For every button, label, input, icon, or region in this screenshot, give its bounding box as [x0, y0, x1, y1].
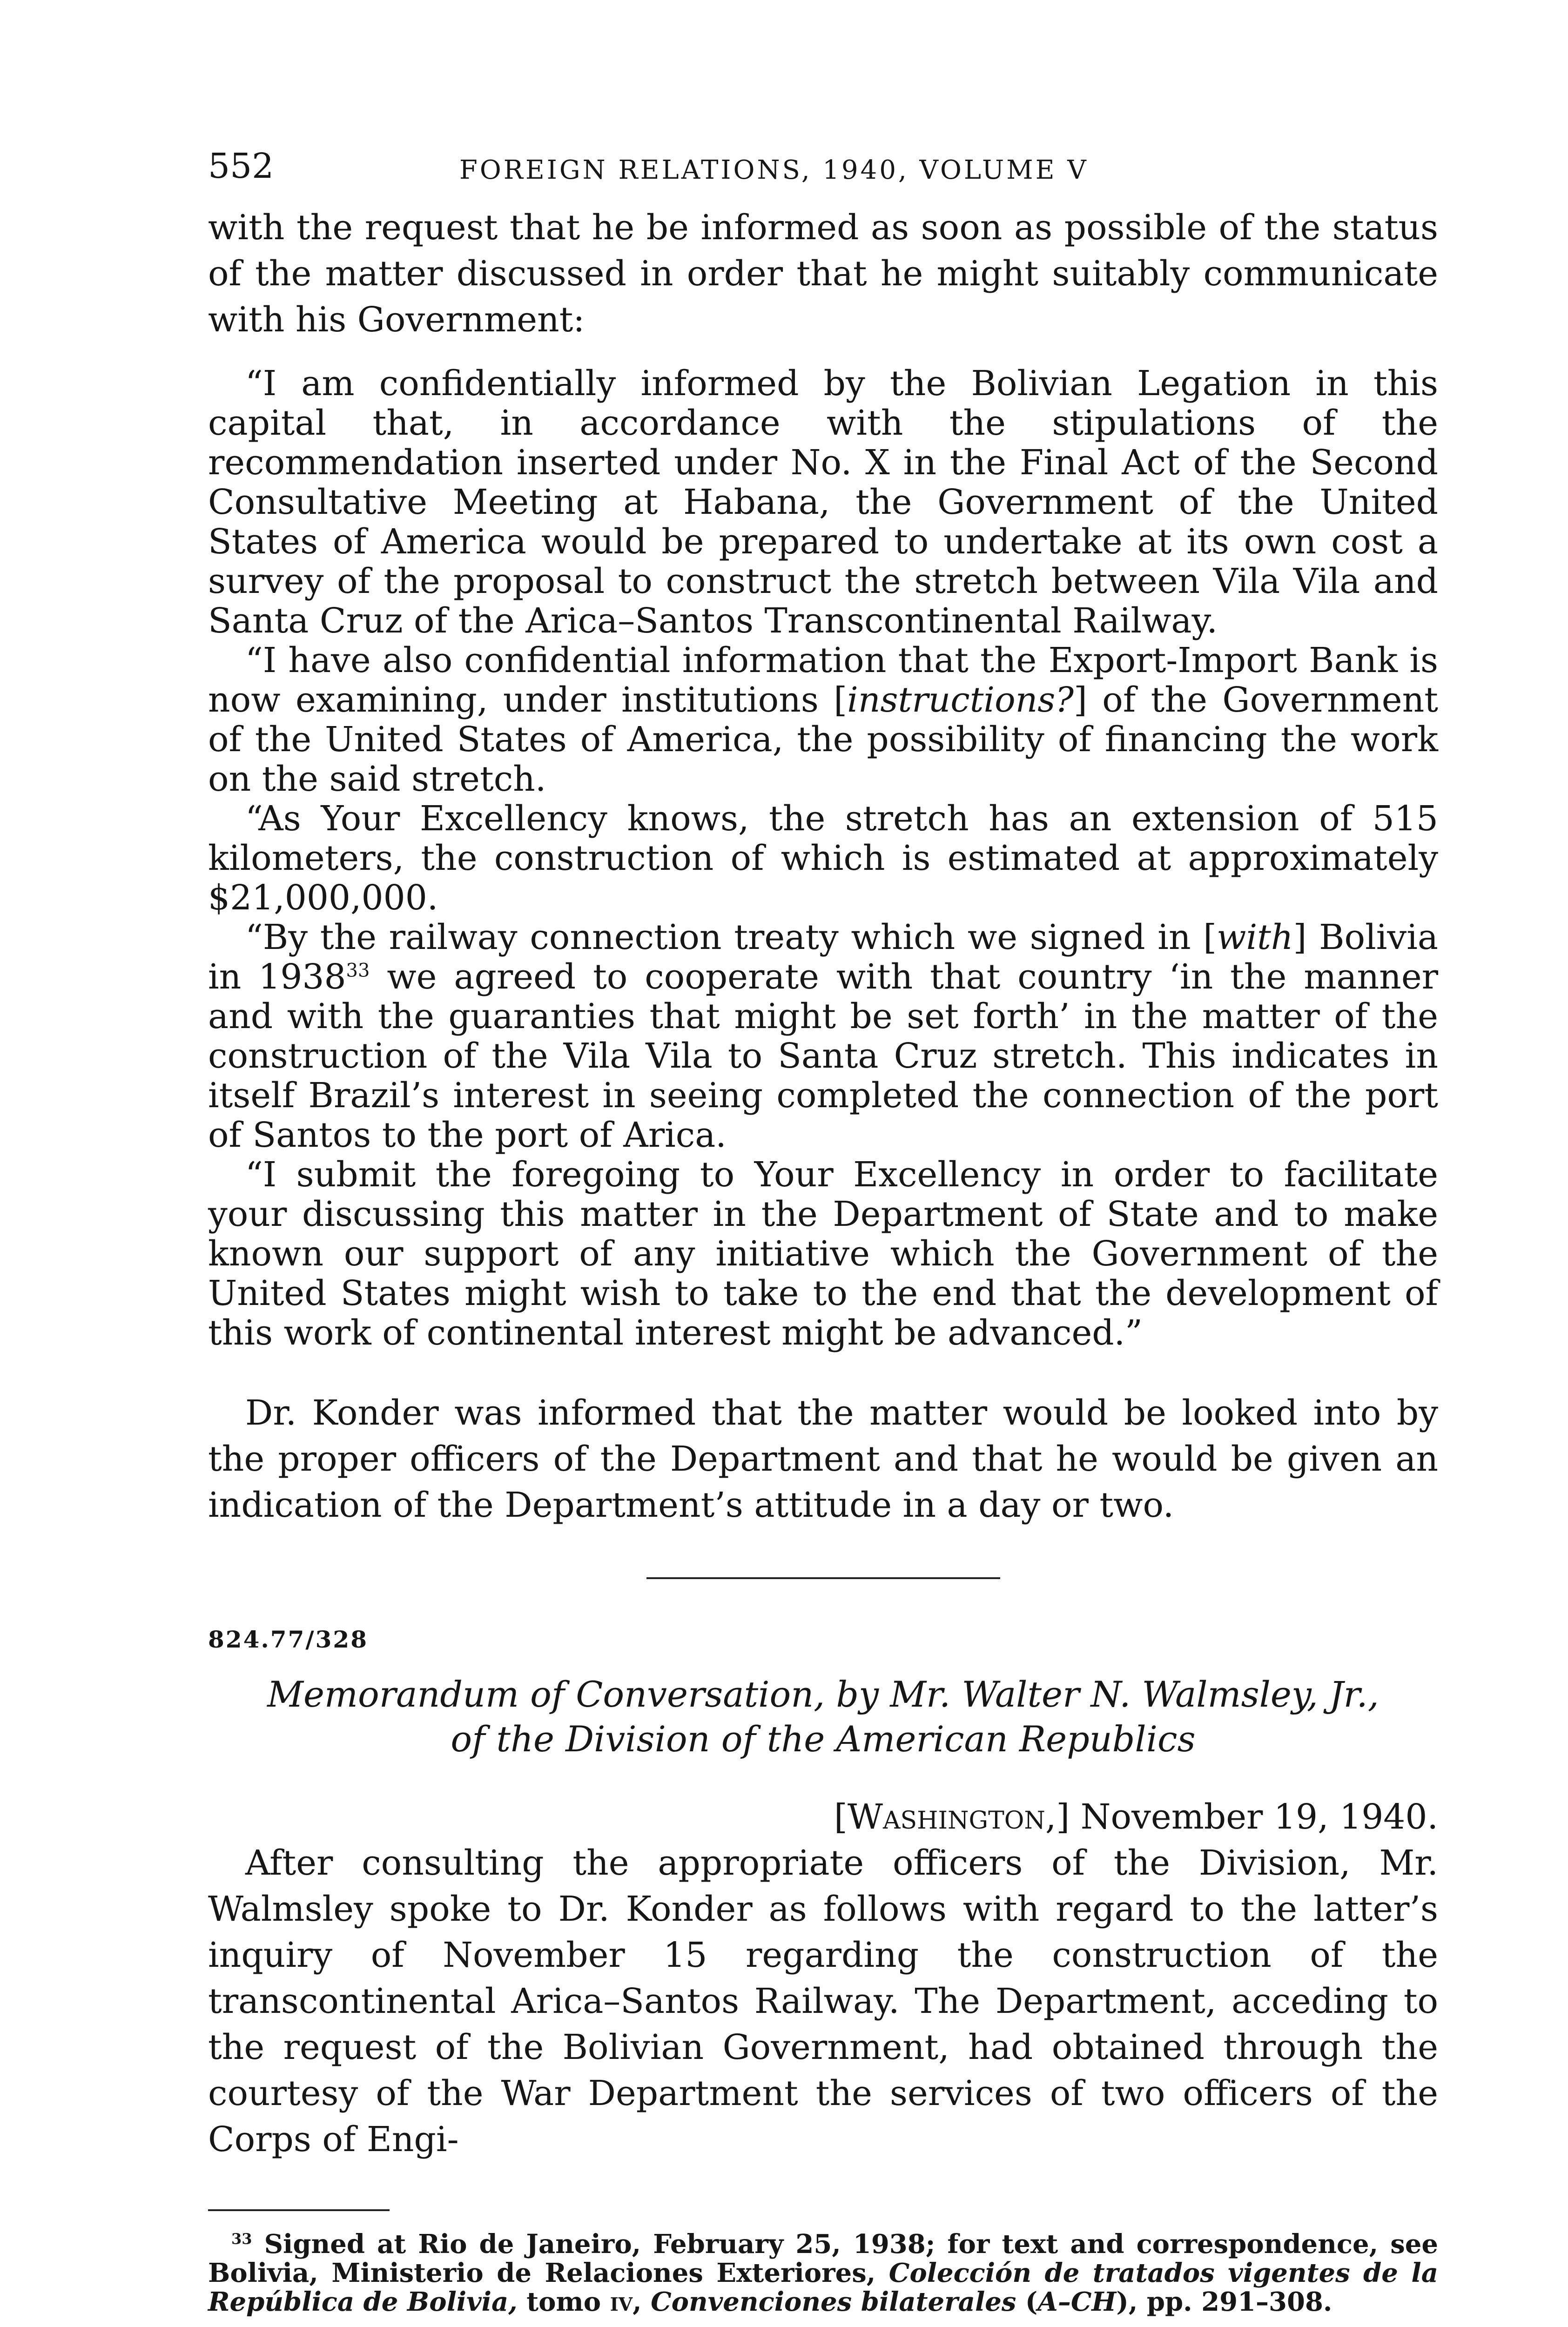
quote-paragraph-5: “I submit the foregoing to Your Excellency in order to facilitate your discussing this matter in the Department of State and to make known our support of any initiative which the Government of the United States might wish to take to the end that the development of this work of continental interest might be advanced.” [208, 1155, 1438, 1353]
editorial-insertion: with [1217, 917, 1293, 957]
footnote-rule [208, 2209, 390, 2211]
footnote [208, 2230, 1438, 2316]
footnote-range: A–CH [1037, 2287, 1117, 2317]
quote-paragraph-2 [208, 641, 1438, 799]
document-page [208, 146, 1438, 2317]
quote-paragraph-1: “I am confidentially informed by the Bolivian Legation in this capital that, in accordance with the stipulations of the recommendation inserted under No. X in the Final Act of the Second Consultative Meeting at Habana, the Government of the United States of America would be prepared to undertake at its own cost a survey of the proposal to construct the stretch between Vila Vila and Santa Cruz of the Arica–Santos Transcontinental Railway. [208, 363, 1438, 641]
footnote-volume: iv [610, 2287, 633, 2317]
memo-title-line-1: Memorandum of Conversation, by Mr. Walter N. Walmsley, Jr., [267, 1674, 1379, 1715]
memo-title-line-2: of the Division of the American Republics [451, 1718, 1196, 1760]
editorial-correction: instructions? [847, 680, 1074, 720]
footnote-subtitle: Convenciones bilaterales [651, 2287, 1016, 2317]
quote-paragraph-4-text-c: we agreed to cooperate with that country ‘in the manner and with the guaranties that might be set forth’ in the matter of the construction of the Vila Vila to Santa Cruz stretch. This indicates in itself Brazil’s interest in seeing completed the connection of the port of Santos to the port of Arica. [208, 957, 1438, 1155]
dateline-place: [Washington,] [834, 1797, 1070, 1837]
footnote-text-e: ), pp. 291–308. [1116, 2287, 1332, 2317]
quote-paragraph-3: “As Your Excellency knows, the stretch has an extension of 515 kilometers, the construction of which is estimated at approximately $21,000,000. [208, 799, 1438, 918]
footnote-reference: 33 [346, 960, 370, 982]
konder-paragraph: Dr. Konder was informed that the matter would be looked into by the proper officers of the Department and that he would be given an indication of the Department’s attitude in a day or two. [208, 1393, 1438, 1525]
quote-paragraph-2-text-b: ] of the Government of the United States of America, the possibility of financing the work on the said stretch. [208, 680, 1438, 799]
footnote-text-b: tomo [517, 2287, 610, 2317]
quote-paragraph-4 [208, 918, 1438, 1155]
footnote-number: 33 [231, 2230, 252, 2248]
memo-body: After consulting the appropriate officers of the Division, Mr. Walmsley spoke to Dr. Konder as follows with regard to the latter’s inquiry of November 15 regarding the construction of the transcontinental Arica–Santos Railway. The Department, acceding to the request of the Bolivian Government, had obtained through the courtesy of the War Department the services of two officers of the Corps of Engi- [208, 1843, 1438, 2159]
quote-paragraph-4-text-b: ] Bolivia in 1938 [208, 917, 1438, 997]
dateline [208, 1794, 1438, 1840]
memo-title [208, 1672, 1438, 1762]
quote-paragraph-4-text-a: “By the railway connection treaty which we signed in [ [245, 917, 1217, 957]
page-header [208, 146, 1438, 205]
quote-paragraph-2-text-a: “I have also confidential information that the Export-Import Bank is now examining, under institutions [ [208, 640, 1438, 720]
footnote-title: Colección de tratados vigentes de la República de Bolivia, [208, 2258, 1438, 2317]
dateline-date: November 19, 1940. [1070, 1797, 1438, 1837]
file-number: 824.77/328 [208, 1626, 368, 1653]
footnote-text-d: ( [1016, 2287, 1038, 2317]
intro-paragraph: with the request that he be informed as soon as possible of the status of the matter discussed in order that he might suitably communicate with his Government: [208, 208, 1438, 340]
section-divider [646, 1577, 1000, 1579]
footnote-text-a: Signed at Rio de Janeiro, February 25, 1938; for text and correspondence, see Bolivia, Ministerio de Relaciones Exteriores, [208, 2229, 1438, 2288]
page-number: 552 [208, 146, 274, 186]
running-head: FOREIGN RELATIONS, 1940, VOLUME V [459, 155, 1089, 185]
footnote-text-c: , [633, 2287, 651, 2317]
